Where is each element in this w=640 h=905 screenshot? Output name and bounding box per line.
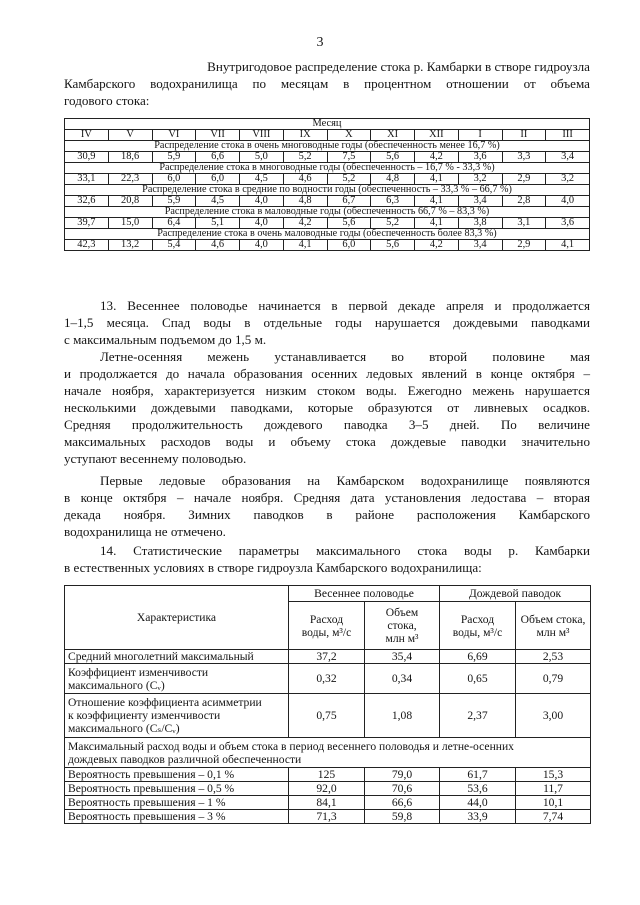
runoff-value-cell: 4,1 [415, 196, 459, 207]
params-value-cell: 6,69 [440, 650, 516, 664]
params-value-cell: 10,1 [516, 796, 591, 810]
runoff-value-cell: 4,2 [415, 152, 459, 163]
runoff-value-cell: 39,7 [65, 218, 109, 229]
runoff-value-cell: 6,3 [371, 196, 415, 207]
runoff-header-month: Месяц [65, 119, 590, 130]
monthly-runoff-table [64, 118, 590, 251]
runoff-value-cell: 13,2 [108, 240, 152, 251]
header-rain-flood: Дождевой паводок [440, 586, 591, 602]
params-value-cell: 1,08 [365, 694, 440, 738]
text-line: 1–1,5 месяца. Спад воды в отдельные годы нарушается дождевыми паводками [64, 315, 590, 330]
runoff-values-row [65, 196, 590, 207]
runoff-value-cell: 32,6 [65, 196, 109, 207]
runoff-value-cell: 5,4 [152, 240, 196, 251]
text-line: с максимальным подъемом до 1,5 м. [64, 332, 267, 347]
params-value-cell: 79,0 [365, 768, 440, 782]
runoff-value-cell: 5,9 [152, 152, 196, 163]
runoff-value-cell: 4,1 [415, 174, 459, 185]
params-span-text [65, 738, 591, 768]
runoff-value-cell: 30,9 [65, 152, 109, 163]
runoff-value-cell: 4,6 [283, 174, 327, 185]
runoff-value-cell: 3,2 [458, 174, 502, 185]
runoff-value-cell: 4,1 [283, 240, 327, 251]
intro-paragraph [64, 58, 590, 109]
params-value-cell: 35,4 [365, 650, 440, 664]
month-cell: V [108, 130, 152, 141]
params-value-cell: 84,1 [289, 796, 365, 810]
month-cell: VII [196, 130, 240, 141]
runoff-band-label: Распределение стока в маловодные годы (обеспеченность 66,7 % – 83,3 %) [65, 207, 590, 218]
runoff-value-cell: 3,4 [458, 240, 502, 251]
month-cell: XII [415, 130, 459, 141]
text-line: максимальных расходов воды и объему стока дождевые паводки значительно [64, 434, 590, 449]
text-line: начале ноября, характеризуется низким стоком воды. Ежегодно межень нарушается [64, 383, 590, 398]
runoff-value-cell: 3,8 [458, 218, 502, 229]
month-cell: VIII [240, 130, 284, 141]
text-line: Средняя продолжительность дождевого паводка 3–5 дней. По величине [64, 417, 590, 432]
runoff-value-cell: 4,6 [196, 240, 240, 251]
runoff-value-cell: 5,2 [283, 152, 327, 163]
runoff-band-label: Распределение стока в очень маловодные годы (обеспеченность более 83,3 %) [65, 229, 590, 240]
params-value-cell: 2,37 [440, 694, 516, 738]
params-row [65, 664, 591, 694]
label-line: максимального (Cₛ/Cᵥ) [68, 722, 180, 735]
month-cell: VI [152, 130, 196, 141]
subheader-line: млн м³ [385, 632, 419, 645]
runoff-value-cell: 20,8 [108, 196, 152, 207]
runoff-value-cell: 3,6 [458, 152, 502, 163]
paragraph-14 [64, 542, 590, 576]
params-prob-row [65, 810, 591, 824]
intro-line: годового стока: [64, 93, 150, 108]
params-value-cell: 0,32 [289, 664, 365, 694]
runoff-value-cell: 5,2 [371, 218, 415, 229]
label-line: Средний многолетний максимальный [68, 650, 254, 663]
params-value-cell: 71,3 [289, 810, 365, 824]
runoff-value-cell: 6,0 [196, 174, 240, 185]
runoff-value-cell: 4,5 [240, 174, 284, 185]
runoff-band-row [65, 229, 590, 240]
runoff-value-cell: 4,8 [371, 174, 415, 185]
runoff-value-cell: 3,1 [502, 218, 546, 229]
runoff-band-label: Распределение стока в многоводные годы (обеспеченность – 16,7 % - 33,3 %) [65, 163, 590, 174]
params-value-cell: 0,65 [440, 664, 516, 694]
params-value-cell: 61,7 [440, 768, 516, 782]
params-value-cell: 53,6 [440, 782, 516, 796]
params-row-label [65, 694, 289, 738]
runoff-value-cell: 42,3 [65, 240, 109, 251]
month-cell: X [327, 130, 371, 141]
subheader-rain-volume [516, 602, 591, 650]
month-cell: II [502, 130, 546, 141]
subheader-line: млн м³ [536, 625, 570, 639]
subheader-line: воды, м³/с [301, 625, 352, 639]
runoff-band-row [65, 185, 590, 196]
runoff-value-cell: 5,6 [371, 240, 415, 251]
params-prob-label: Вероятность превышения – 3 % [65, 810, 289, 824]
params-value-cell: 33,9 [440, 810, 516, 824]
params-row-label [65, 650, 289, 664]
params-prob-label: Вероятность превышения – 0,5 % [65, 782, 289, 796]
runoff-value-cell: 3,4 [546, 152, 590, 163]
runoff-value-cell: 5,2 [327, 174, 371, 185]
runoff-value-cell: 33,1 [65, 174, 109, 185]
text-line: 13. Весеннее половодье начинается в первой декаде апреля и продолжается [100, 298, 590, 313]
params-value-cell: 2,53 [516, 650, 591, 664]
text-line: в конце октября – начале ноября. Средняя дата установления ледостава – вторая [64, 490, 590, 505]
month-cell: IV [65, 130, 109, 141]
params-value-cell: 0,34 [365, 664, 440, 694]
runoff-value-cell: 15,0 [108, 218, 152, 229]
runoff-value-cell: 6,7 [327, 196, 371, 207]
runoff-value-cell: 22,3 [108, 174, 152, 185]
month-cell: IX [283, 130, 327, 141]
text-line: Первые ледовые образования на Камбарском водохранилище появляются [100, 473, 590, 488]
runoff-value-cell: 2,9 [502, 240, 546, 251]
runoff-value-cell: 6,0 [327, 240, 371, 251]
runoff-value-cell: 5,6 [371, 152, 415, 163]
runoff-value-cell: 5,6 [327, 218, 371, 229]
runoff-months-row [65, 130, 590, 141]
runoff-values-row [65, 174, 590, 185]
params-row [65, 650, 591, 664]
text-line: декада ноября. Зимних паводков в районе расположения Камбарского [64, 507, 590, 522]
runoff-band-label: Распределение стока в средние по водности годы (обеспеченность – 33,3 % – 66,7 %) [65, 185, 590, 196]
params-value-cell: 37,2 [289, 650, 365, 664]
label-line: к коэффициенту изменчивости [68, 709, 221, 722]
runoff-value-cell: 3,4 [458, 196, 502, 207]
runoff-value-cell: 4,0 [240, 196, 284, 207]
runoff-values-row [65, 218, 590, 229]
params-value-cell: 0,75 [289, 694, 365, 738]
runoff-value-cell: 4,0 [240, 218, 284, 229]
runoff-value-cell: 4,2 [415, 240, 459, 251]
text-line: несколькими дождевыми паводками, которые образуются от ливневых осадков. [64, 400, 590, 415]
label-line: Коэффициент изменчивости [68, 665, 209, 679]
subheader-spring-volume [365, 602, 440, 650]
params-prob-row [65, 782, 591, 796]
runoff-value-cell: 5,0 [240, 152, 284, 163]
params-value-cell: 70,6 [365, 782, 440, 796]
subheader-spring-flow [289, 602, 365, 650]
params-value-cell: 59,8 [365, 810, 440, 824]
params-value-cell: 11,7 [516, 782, 591, 796]
params-value-cell: 44,0 [440, 796, 516, 810]
text-line: Летне-осенняя межень устанавливается во второй половине мая [100, 349, 590, 364]
runoff-value-cell: 2,9 [502, 174, 546, 185]
runoff-value-cell: 18,6 [108, 152, 152, 163]
runoff-value-cell: 6,4 [152, 218, 196, 229]
paragraph-ice [64, 472, 590, 540]
runoff-value-cell: 5,1 [196, 218, 240, 229]
params-row-label [65, 664, 289, 694]
params-prob-row [65, 796, 591, 810]
params-row [65, 694, 591, 738]
max-runoff-params-table [64, 585, 591, 824]
subheader-rain-flow [440, 602, 516, 650]
subheader-line: Расход [460, 612, 495, 626]
subheader-line: стока, [387, 619, 417, 632]
month-cell: I [458, 130, 502, 141]
runoff-value-cell: 7,5 [327, 152, 371, 163]
params-value-cell: 66,6 [365, 796, 440, 810]
runoff-header-row [65, 119, 590, 130]
runoff-value-cell: 6,0 [152, 174, 196, 185]
runoff-value-cell: 5,9 [152, 196, 196, 207]
runoff-value-cell: 4,8 [283, 196, 327, 207]
params-prob-row [65, 768, 591, 782]
text-line: водохранилища не отмечено. [64, 524, 226, 539]
span-line: Максимальный расход воды и объем стока в период весеннего половодья и летне-осенних [68, 739, 514, 753]
subheader-line: Объем [385, 606, 419, 619]
runoff-band-row [65, 141, 590, 152]
runoff-value-cell: 6,6 [196, 152, 240, 163]
header-spring-flood: Весеннее половодье [289, 586, 440, 602]
intro-line: Камбарского водохранилища по месяцам в процентном отношении от объема [64, 76, 590, 91]
params-value-cell: 125 [289, 768, 365, 782]
runoff-values-row [65, 152, 590, 163]
text-line: и продолжается до начала образования осенних ледовых явлений в конце октября – [64, 366, 590, 381]
params-value-cell: 92,0 [289, 782, 365, 796]
text-line: уступают весеннему половодью. [64, 451, 247, 466]
runoff-value-cell: 4,5 [196, 196, 240, 207]
text-line: в естественных условиях в створе гидроузла Камбарского водохранилища: [64, 560, 482, 575]
page-number: 3 [316, 35, 324, 50]
params-prob-label: Вероятность превышения – 1 % [65, 796, 289, 810]
subheader-line: воды, м³/с [452, 625, 503, 639]
runoff-value-cell: 3,3 [502, 152, 546, 163]
subheader-line: Объем стока, [520, 612, 586, 626]
params-value-cell: 0,79 [516, 664, 591, 694]
month-cell: III [546, 130, 590, 141]
text-line: 14. Статистические параметры максимального стока воды р. Камбарки [100, 543, 590, 558]
params-value-cell: 7,74 [516, 810, 591, 824]
span-line: дождевых паводков различной обеспеченности [68, 752, 302, 766]
runoff-value-cell: 3,2 [546, 174, 590, 185]
label-line: максимального (Cᵥ) [68, 678, 165, 692]
paragraph-13 [64, 297, 590, 348]
params-span-row [65, 738, 591, 768]
runoff-band-row [65, 207, 590, 218]
runoff-value-cell: 4,0 [240, 240, 284, 251]
runoff-values-row [65, 240, 590, 251]
runoff-value-cell: 3,6 [546, 218, 590, 229]
params-value-cell: 15,3 [516, 768, 591, 782]
paragraph-mezhen [64, 348, 590, 467]
runoff-band-label: Распределение стока в очень многоводные годы (обеспеченность менее 16,7 %) [65, 141, 590, 152]
label-line: Отношение коэффициента асимметрии [68, 696, 262, 709]
subheader-line: Расход [309, 612, 344, 626]
params-prob-label: Вероятность превышения – 0,1 % [65, 768, 289, 782]
runoff-value-cell: 4,1 [546, 240, 590, 251]
runoff-band-row [65, 163, 590, 174]
header-characteristic: Характеристика [65, 586, 289, 650]
runoff-value-cell: 4,1 [415, 218, 459, 229]
runoff-value-cell: 4,2 [283, 218, 327, 229]
params-value-cell: 3,00 [516, 694, 591, 738]
month-cell: XI [371, 130, 415, 141]
intro-line: Внутригодовое распределение стока р. Камбарки в створе гидроузла [207, 59, 590, 74]
runoff-value-cell: 2,8 [502, 196, 546, 207]
runoff-value-cell: 4,0 [546, 196, 590, 207]
